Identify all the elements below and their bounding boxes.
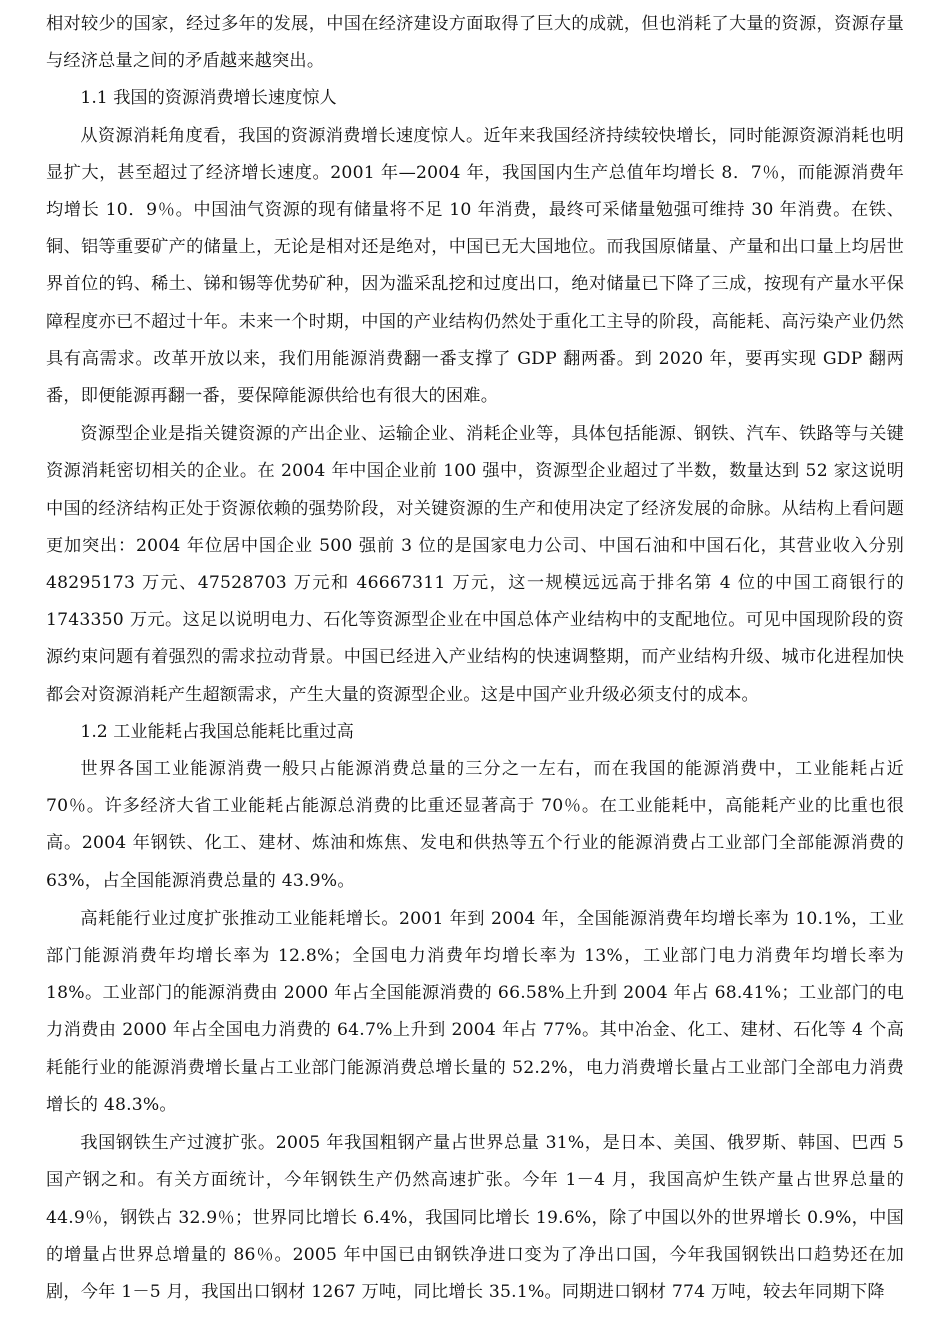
document-page [46,6,904,1311]
section-heading-1-2: 1.2 工业能耗占我国总能耗比重过高 [80,721,354,742]
section-heading-1-1: 1.1 我国的资源消费增长速度惊人 [80,88,337,109]
body-paragraph-continued: 相对较少的国家，经过多年的发展，中国在经济建设方面取得了巨大的成就，但也消耗了大量的资源，资源存量与经济总量之间的矛盾越来越突出。 [46,14,904,72]
body-paragraph: 资源型企业是指关键资源的产出企业、运输企业、消耗企业等，具体包括能源、钢铁、汽车、铁路等与关键资源消耗密切相关的企业。在 2004 年中国企业前 100 强中，资源型企业超过了半数，数量达到 52 家这说明中国的经济结构正处于资源依赖的强势阶段，对关键资源的生产和使用决定了经济发展的命脉。从结构上看问题更加突出：2004 年位居中国企业 500 强前 3 位的是国家电力公司、中国石油和中国石化，其营业收入分别 48295173 万元、47528703 万元和 46667311 万元，这一规模远远高于排名第 4 位的中国工商银行的 1743350 万元。这足以说明电力、石化等资源型企业在中国总体产业结构中的支配地位。可见中国现阶段的资源约束问题有着强烈的需求拉动背景。中国已经进入产业结构的快速调整期，而产业结构升级、城市化进程加快都会对资源消耗产生超额需求，产生大量的资源型企业。这是中国产业升级必须支付的成本。 [46,424,904,705]
body-paragraph: 从资源消耗角度看，我国的资源消费增长速度惊人。近年来我国经济持续较快增长，同时能源资源消耗也明显扩大，甚至超过了经济增长速度。2001 年—2004 年，我国国内生产总值年均增长 8．7％，而能源消费年均增长 10．9％。中国油气资源的现有储量将不足 10 年消费，最终可采储量勉强可维持 30 年消费。在铁、铜、铝等重要矿产的储量上，无论是相对还是绝对，中国已无大国地位。而我国原储量、产量和出口量上均居世界首位的钨、稀土、锑和锡等优势矿种，因为滥采乱挖和过度出口，绝对储量已下降了三成，按现有产量水平保障程度亦已不超过十年。未来一个时期，中国的产业结构仍然处于重化工主导的阶段，高能耗、高污染产业仍然具有高需求。改革开放以来，我们用能源消费翻一番支撑了 GDP 翻两番。到 2020 年，要再实现 GDP 翻两番，即便能源再翻一番，要保障能源供给也有很大的困难。 [46,125,904,407]
body-paragraph: 世界各国工业能源消费一般只占能源消费总量的三分之一左右，而在我国的能源消费中，工业能耗占近 70％。许多经济大省工业能耗占能源总消费的比重还显著高于 70％。在工业能耗中，高能耗产业的比重也很高。2004 年钢铁、化工、建材、炼油和炼焦、发电和供热等五个行业的能源消费占工业部门全部能源消费的 63%，占全国能源消费总量的 43.9%。 [46,759,904,891]
body-paragraph: 我国钢铁生产过渡扩张。2005 年我国粗钢产量占世界总量 31%，是日本、美国、俄罗斯、韩国、巴西 5 国产钢之和。有关方面统计，今年钢铁生产仍然高速扩张。今年 1－4 月，我国高炉生铁产量占世界总量的 44.9％，钢铁占 32.9％；世界同比增长 6.4%，我国同比增长 19.6%，除了中国以外的世界增长 0.9%，中国的增量占世界总增量的 86％。2005 年中国已由钢铁净进口变为了净出口国，今年我国钢铁出口趋势还在加剧，今年 1－5 月，我国出口钢材 1267 万吨，同比增长 35.1%。同期进口钢材 774 万吨，较去年同期下降 [46,1133,904,1302]
body-paragraph: 高耗能行业过度扩张推动工业能耗增长。2001 年到 2004 年，全国能源消费年均增长率为 10.1%，工业部门能源消费年均增长率为 12.8%；全国电力消费年均增长率为 13%，工业部门电力消费年均增长率为 18%。工业部门的能源消费由 2000 年占全国能源消费的 66.58%上升到 2004 年占 68.41%；工业部门的电力消费由 2000 年占全国电力消费的 64.7%上升到 2004 年占 77%。其中冶金、化工、建材、石化等 4 个高耗能行业的能源消费增长量占工业部门能源消费总增长量的 52.2%，电力消费增长量占工业部门全部电力消费增长的 48.3%。 [46,908,904,1115]
